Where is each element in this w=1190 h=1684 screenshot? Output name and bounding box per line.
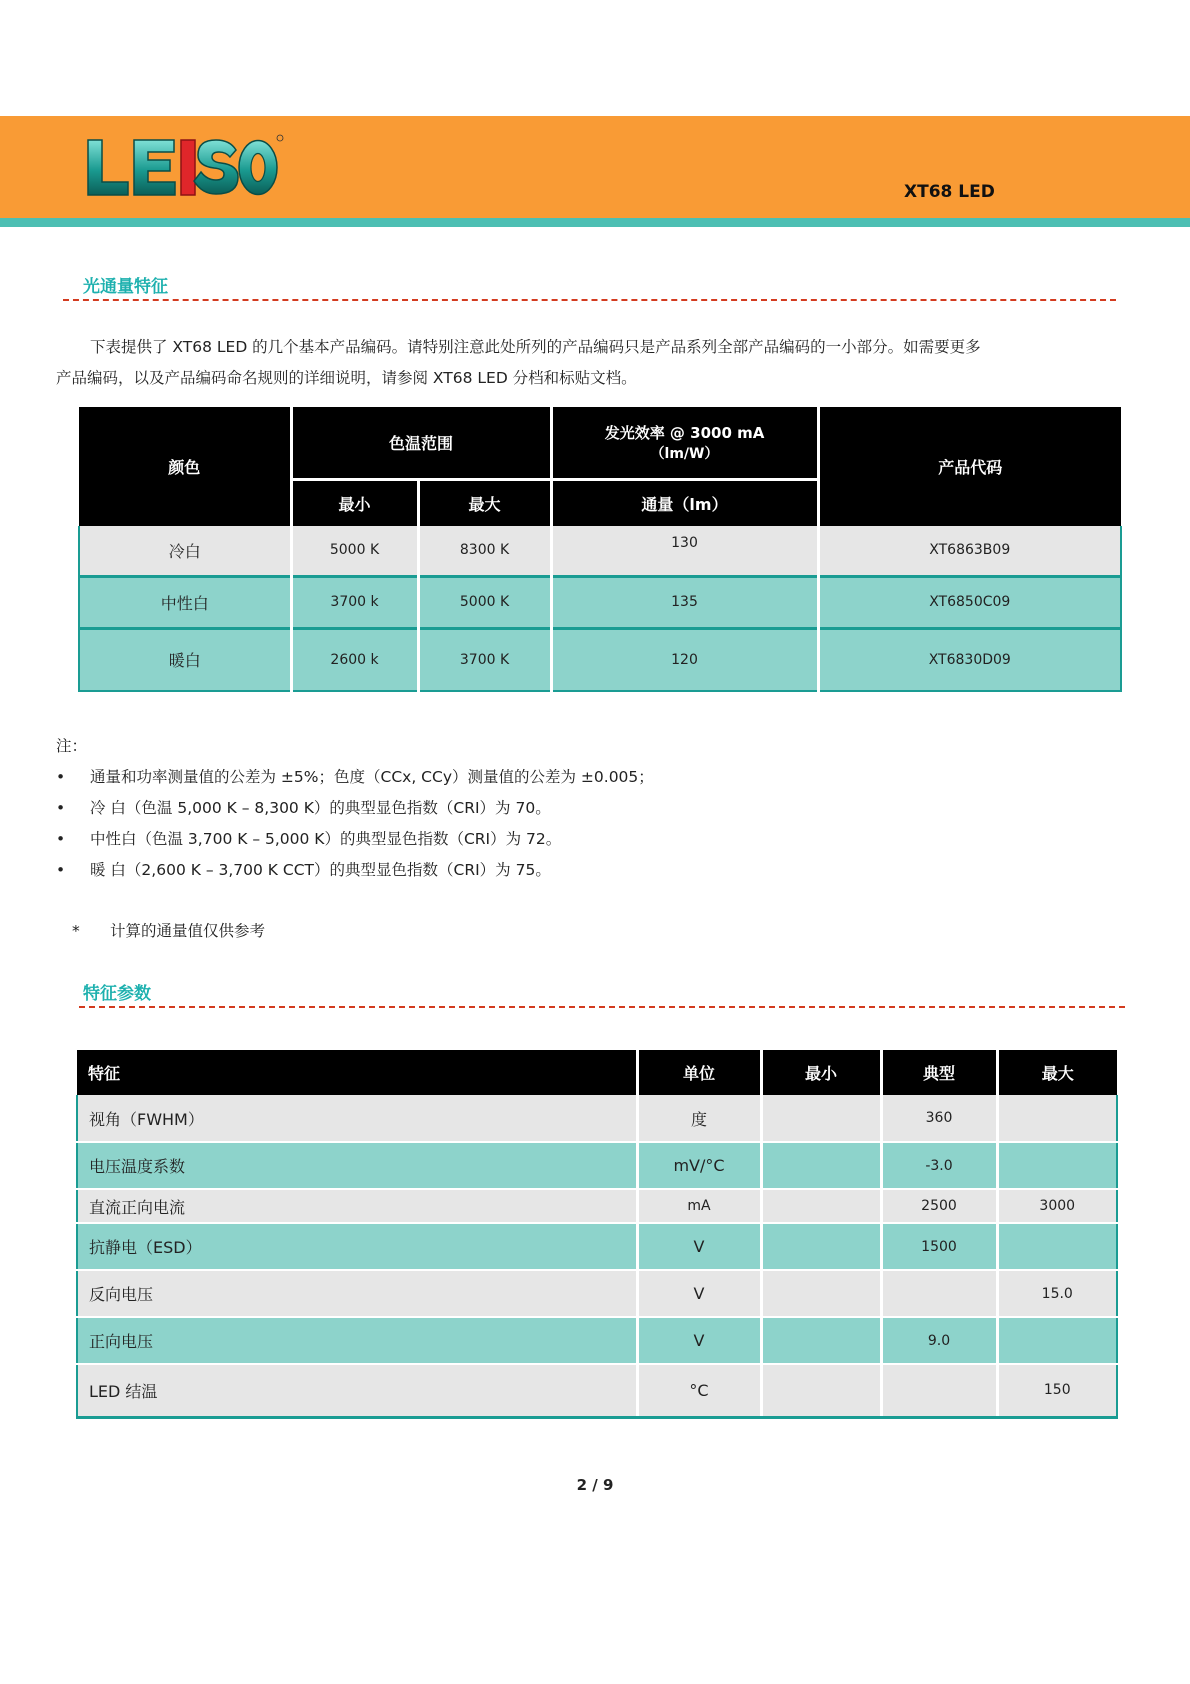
header-typ: 典型 <box>881 1050 997 1095</box>
header-color: 颜色 <box>79 407 291 526</box>
row-flux: 130 <box>551 526 818 576</box>
header-feature: 特征 <box>77 1050 637 1095</box>
table-row <box>77 1095 1117 1142</box>
header-cct-max: 最大 <box>418 479 551 526</box>
row-cct-max: 8300 K <box>418 526 551 576</box>
row-cct-max: 3700 K <box>418 628 551 691</box>
row-feature: 反向电压 <box>77 1270 637 1317</box>
row-max: 15.0 <box>997 1270 1117 1317</box>
bullet: • <box>56 799 66 817</box>
row-feature: 电压温度系数 <box>77 1142 637 1189</box>
row-typ: 2500 <box>881 1189 997 1223</box>
row-min <box>761 1095 881 1142</box>
header-efficacy-line1: 发光效率 @ 3000 mA <box>604 423 765 442</box>
reference-text: 计算的通量值仅供参考 <box>110 922 266 940</box>
row-flux: 135 <box>551 576 818 628</box>
row-max <box>997 1223 1117 1270</box>
table-row <box>77 1142 1117 1189</box>
row-feature: 正向电压 <box>77 1317 637 1364</box>
table-row <box>77 1223 1117 1270</box>
note-text: 中性白（色温 3,700 K – 5,000 K）的典型显色指数（CRI）为 72。 <box>90 830 562 848</box>
leiso-logo <box>84 130 284 205</box>
row-color: 冷白 <box>79 526 291 576</box>
row-max <box>997 1317 1117 1364</box>
table-row <box>77 1189 1117 1223</box>
section-divider <box>79 1006 1125 1008</box>
header-efficacy <box>551 407 818 479</box>
list-item <box>56 762 654 793</box>
section-title-characteristics: 特征参数 <box>83 984 151 1004</box>
row-cct-min: 3700 k <box>291 576 418 628</box>
row-feature: 抗静电（ESD） <box>77 1223 637 1270</box>
header-unit: 单位 <box>637 1050 761 1095</box>
intro-line-1: 下表提供了 XT68 LED 的几个基本产品编码。请特别注意此处所列的产品编码只是产品系列全部产品编码的一小部分。如需要更多 <box>90 338 981 356</box>
bullet: • <box>56 861 66 879</box>
intro-line-2: 产品编码，以及产品编码命名规则的详细说明，请参阅 XT68 LED 分档和标贴文档。 <box>56 369 637 387</box>
note-text: 冷 白（色温 5,000 K – 8,300 K）的典型显色指数（CRI）为 70。 <box>90 799 551 817</box>
characteristics-table <box>76 1050 1118 1419</box>
row-typ: 9.0 <box>881 1317 997 1364</box>
note-text: 暖 白（2,600 K – 3,700 K CCT）的典型显色指数（CRI）为 75。 <box>90 861 551 879</box>
intro-paragraph <box>56 332 1116 394</box>
row-unit: 度 <box>637 1095 761 1142</box>
row-max <box>997 1142 1117 1189</box>
list-item <box>56 793 654 824</box>
bullet: • <box>56 768 66 786</box>
section-title-luminous-flux: 光通量特征 <box>83 277 168 297</box>
row-unit: V <box>637 1223 761 1270</box>
asterisk: * <box>72 922 80 940</box>
note-text: 通量和功率测量值的公差为 ±5%；色度（CCx, CCy）测量值的公差为 ±0.005； <box>90 768 654 786</box>
header-efficacy-line2: （lm/W） <box>650 445 719 462</box>
table-row <box>77 1270 1117 1317</box>
row-typ <box>881 1270 997 1317</box>
row-max: 3000 <box>997 1189 1117 1223</box>
table-row <box>77 1364 1117 1417</box>
row-min <box>761 1317 881 1364</box>
row-feature: LED 结温 <box>77 1364 637 1417</box>
list-item <box>56 855 654 886</box>
row-cct-max: 5000 K <box>418 576 551 628</box>
table-row <box>79 628 1121 691</box>
row-max <box>997 1095 1117 1142</box>
page-number: 2 / 9 <box>576 1476 614 1494</box>
row-unit: mV/°C <box>637 1142 761 1189</box>
row-typ: 1500 <box>881 1223 997 1270</box>
row-unit: °C <box>637 1364 761 1417</box>
bullet: • <box>56 830 66 848</box>
reference-note <box>72 919 265 941</box>
row-feature: 视角（FWHM） <box>77 1095 637 1142</box>
header-cct-min: 最小 <box>291 479 418 526</box>
section-divider <box>63 299 1116 301</box>
row-typ: 360 <box>881 1095 997 1142</box>
row-unit: V <box>637 1270 761 1317</box>
row-flux: 120 <box>551 628 818 691</box>
row-product-code: XT6830D09 <box>818 628 1121 691</box>
header-min: 最小 <box>761 1050 881 1095</box>
row-max: 150 <box>997 1364 1117 1417</box>
row-typ <box>881 1364 997 1417</box>
header-flux: 通量（lm） <box>551 479 818 526</box>
row-min <box>761 1270 881 1317</box>
header-stripe <box>0 218 1190 227</box>
row-feature: 直流正向电流 <box>77 1189 637 1223</box>
row-min <box>761 1189 881 1223</box>
row-product-code: XT6850C09 <box>818 576 1121 628</box>
product-code-table <box>78 407 1122 692</box>
notes-list <box>56 762 654 886</box>
notes-block <box>56 731 654 886</box>
row-cct-min: 5000 K <box>291 526 418 576</box>
table-row <box>79 576 1121 628</box>
row-cct-min: 2600 k <box>291 628 418 691</box>
row-typ: -3.0 <box>881 1142 997 1189</box>
header-product-code: 产品代码 <box>818 407 1121 526</box>
table-row <box>79 526 1121 576</box>
row-color: 中性白 <box>79 576 291 628</box>
header-cct-range: 色温范围 <box>291 407 551 479</box>
header-max: 最大 <box>997 1050 1117 1095</box>
list-item <box>56 824 654 855</box>
row-unit: mA <box>637 1189 761 1223</box>
table-row <box>77 1317 1117 1364</box>
row-unit: V <box>637 1317 761 1364</box>
document-title: XT68 LED <box>904 182 995 202</box>
row-min <box>761 1364 881 1417</box>
row-min <box>761 1223 881 1270</box>
row-color: 暖白 <box>79 628 291 691</box>
row-product-code: XT6863B09 <box>818 526 1121 576</box>
row-min <box>761 1142 881 1189</box>
notes-label: 注： <box>56 737 88 755</box>
